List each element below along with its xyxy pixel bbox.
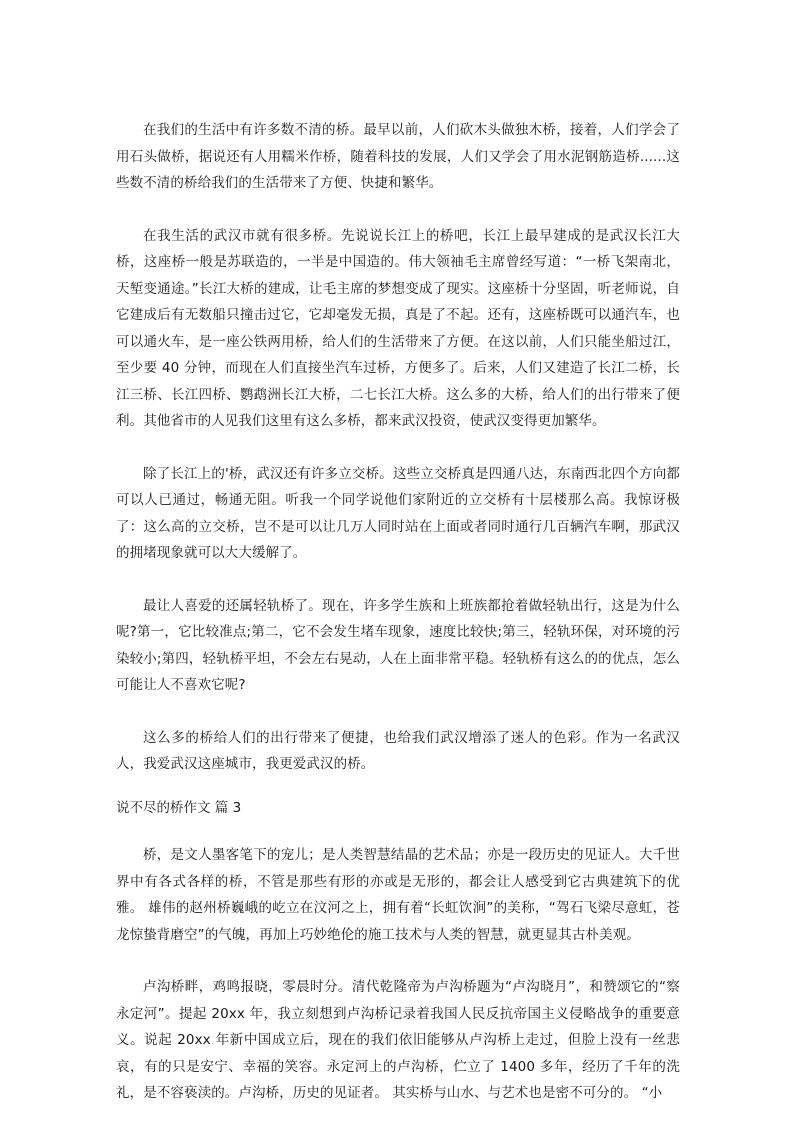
paragraph-spacer (116, 821, 680, 842)
paragraph-1: 在我们的生活中有许多数不清的桥。最早以前，人们砍木头做独木桥，接着，人们学会了用石头做桥，据说还有人用糯米作桥，随着科技的发展，人们又学会了用水泥钢筋造桥......这些数不清的桥给我们的生活带来了方便、快捷和繁华。 (116, 122, 680, 191)
document-page (116, 117, 680, 1107)
paragraph-spacer (116, 699, 680, 725)
paragraph-3: 除了长江上的'桥，武汉还有许多立交桥。这些立交桥真是四通八达，东南西北四个方向都可以人已通过，畅通无阻。听我一个同学说他们家附近的立交桥有十层楼那么高。我惊讶极了：这么高的立交桥，岂不是可以让几万人同时站在上面或者同时通行几百辆汽车啊，那武汉的拥堵现象就可以大大缓解了。 (116, 465, 680, 561)
paragraph-5: 这么多的桥给人们的出行带来了便捷，也给我们武汉增添了迷人的色彩。作为一名武汉人，我爱武汉这座城市，我更爱武汉的桥。 (116, 729, 680, 772)
paragraph-7: 卢沟桥畔，鸡鸣报晓，零晨时分。清代乾隆帝为卢沟桥题为“卢沟晓月”，和赞颂它的“察永定河”。提起 20xx 年，我立刻想到卢沟桥记录着我国人民反抗帝国主义侵略战争的重要意义。说起 20xx 年新中国成立后，现在的我们依旧能够从卢沟桥上走过，但脸上没有一丝悲哀，有的只是安宁、幸福的笑容。永定河上的卢沟桥，伫立了 1400 多年，经历了千年的洗礼，是不容亵渎的。卢沟桥，历史的见证者。 其实桥与山水、与艺术也是密不可分的。 “小 (116, 979, 680, 1101)
paragraph-spacer (116, 948, 680, 974)
paragraph-2: 在我生活的武汉市就有很多桥。先说说长江上的桥吧，长江上最早建成的是武汉长江大桥，这座桥一般是苏联造的，一半是中国造的。伟大领袖毛主席曾经写道：“一桥飞架南北，天堑变通途。”长江大桥的建成，让毛主席的梦想变成了现实。这座桥十分坚固，听老师说，自它建成后有无数船只撞击过它，它却毫发无损，真是了不起。还有，这座桥既可以通汽车，也可以通火车，是一座公铁两用桥，给人们的生活带来了方便。在这以前，人们只能坐船过江，至少要 40 分钟，而现在人们直接坐汽车过桥，方便多了。后来，人们又建造了长江二桥，长江三桥、长江四桥、鹦鹉洲长江大桥，二七长江大桥。这么多的大桥，给人们的出行带来了便利。其他省市的人见我们这里有这么多桥，都来武汉投资，使武汉变得更加繁华。 (116, 227, 680, 429)
paragraph-6: 桥，是文人墨客笔下的宠儿；是人类智慧结晶的艺术品；亦是一段历史的见证人。大千世界中有各式各样的桥，不管是那些有形的亦或是无形的，都会让人感受到它古典建筑下的优雅。 雄伟的赵州桥巍峨的屹立在汶河之上，拥有着“长虹饮涧”的美称，“驾石飞梁尽意虹，苍龙惊蛰背磨空”的气魄，再加上巧妙绝伦的施工技术与人类的智慧，就更显其古朴美观。 (116, 847, 680, 943)
paragraph-spacer (116, 778, 680, 795)
paragraph-spacer (116, 435, 680, 461)
section-title: 说不尽的桥作文 篇 3 (116, 799, 242, 816)
paragraph-spacer (116, 567, 680, 593)
paragraph-4: 最让人喜爱的还属轻轨桥了。现在，许多学生族和上班族都抢着做轻轨出行，这是为什么呢?第一，它比较准点;第二，它不会发生堵车现象，速度比较快;第三，轻轨环保，对环境的污染较小;第四，轻轨桥平坦，不会左右晃动，人在上面非常平稳。轻轨桥有这么的的优点，怎么可能让人不喜欢它呢? (116, 597, 680, 693)
paragraph-spacer (116, 197, 680, 223)
